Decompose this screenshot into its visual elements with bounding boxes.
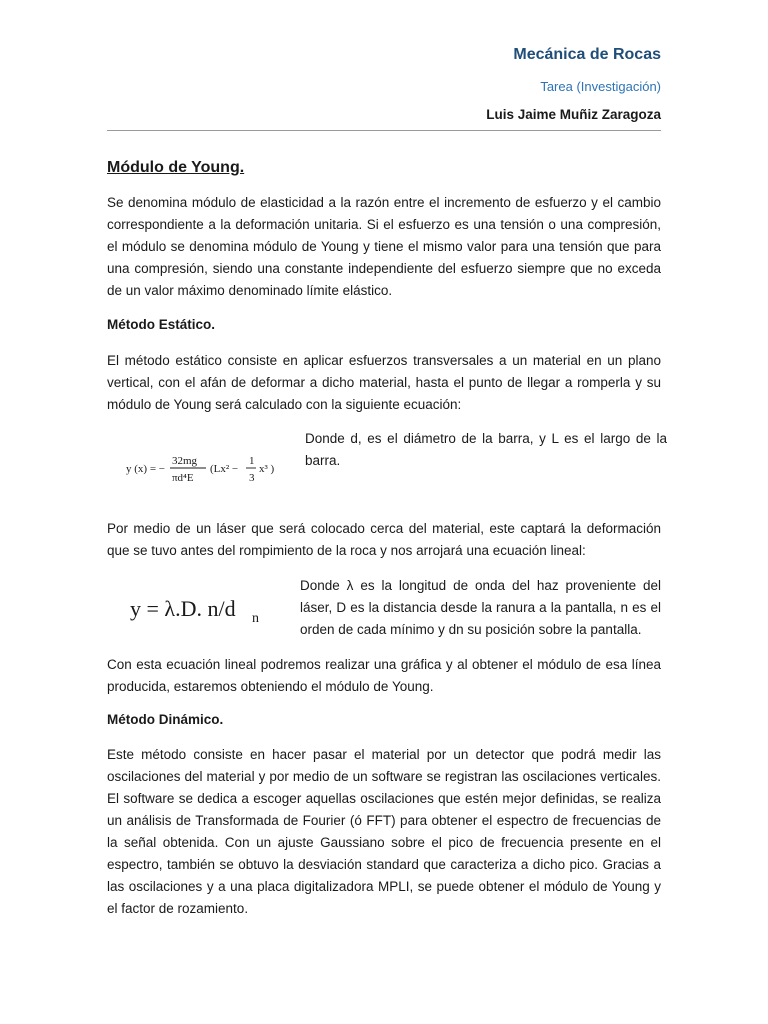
equation1-explanation: Donde d, es el diámetro de la barra, y L es el largo de la barra. xyxy=(305,431,667,468)
graph-paragraph: Con esta ecuación lineal podremos realizar una gráfica y al obtener el módulo de esa línea producida, estaremos obteniendo el módulo de Young. xyxy=(107,657,661,694)
course-title: Mecánica de Rocas xyxy=(513,46,661,63)
linear-equation xyxy=(128,588,274,628)
deflection-equation xyxy=(126,448,286,492)
document-title: Módulo de Young. xyxy=(107,159,245,176)
eq1-frac-num: 1 xyxy=(249,455,255,467)
static-method-heading: Método Estático. xyxy=(107,317,216,332)
eq1-lhs: y (x) = − xyxy=(126,463,165,475)
static-method-paragraph: El método estático consiste en aplicar esfuerzos transversales a un material en un plano vertical, con el afán de deformar a dicho material, hasta el punto de llegar a romperla y su módulo de Young será calculado con la siguiente ecuación: xyxy=(107,353,661,412)
intro-paragraph: Se denomina módulo de elasticidad a la razón entre el incremento de esfuerzo y el cambio correspondiente a la deformación unitaria. Si el esfuerzo es una tensión o una compresión, el módulo se denomina módulo de Young y tiene el mismo valor para una tensión que para una compresión, siendo una constante independiente del esfuerzo siempre que no exceda de un valor máximo denominado límite elástico. xyxy=(107,195,661,298)
dynamic-method-heading: Método Dinámico. xyxy=(107,712,224,727)
eq2-subscript: n xyxy=(252,611,259,626)
eq2-main: y = λ.D. n/d xyxy=(130,596,236,621)
header-divider xyxy=(107,130,661,131)
assignment-label: Tarea (Investigación) xyxy=(540,79,661,94)
author-name: Luis Jaime Muñiz Zaragoza xyxy=(486,107,661,122)
eq1-frac-den: 3 xyxy=(249,472,255,484)
dynamic-method-paragraph: Este método consiste en hacer pasar el material por un detector que podrá medir las oscilaciones del material y por medio de un software se registran las oscilaciones verticales. El software se dedica a escoger aquellas oscilaciones que estén mejor definidas, se realiza un análisis de Transformada de Fourier (ó FFT) para obtener el espectro de frecuencias de la señal obtenida. Con un ajuste Gaussiano sobre el pico de frecuencia presente en el espectro, también se obtuvo la desviación standard que caracteriza a dicho pico. Gracias a las oscilaciones y a una placa digitalizadora MPLI, se puede obtener el módulo de Young y el factor de rozamiento. xyxy=(107,747,661,916)
eq1-denominator: πd⁴E xyxy=(172,472,194,484)
laser-paragraph: Por medio de un láser que será colocado cerca del material, este captará la deformación que se tuvo antes del rompimiento de la roca y nos arrojará una ecuación lineal: xyxy=(107,521,661,558)
equation2-explanation: Donde λ es la longitud de onda del haz proveniente del láser, D es la distancia desde la ranura a la pantalla, n es el orden de cada mínimo y dn su posición sobre la pantalla. xyxy=(300,578,661,637)
eq1-bracket-close: x³ ) xyxy=(259,463,275,475)
eq1-bracket-open: (Lx² − xyxy=(210,463,239,475)
eq1-numerator: 32mg xyxy=(172,455,198,467)
